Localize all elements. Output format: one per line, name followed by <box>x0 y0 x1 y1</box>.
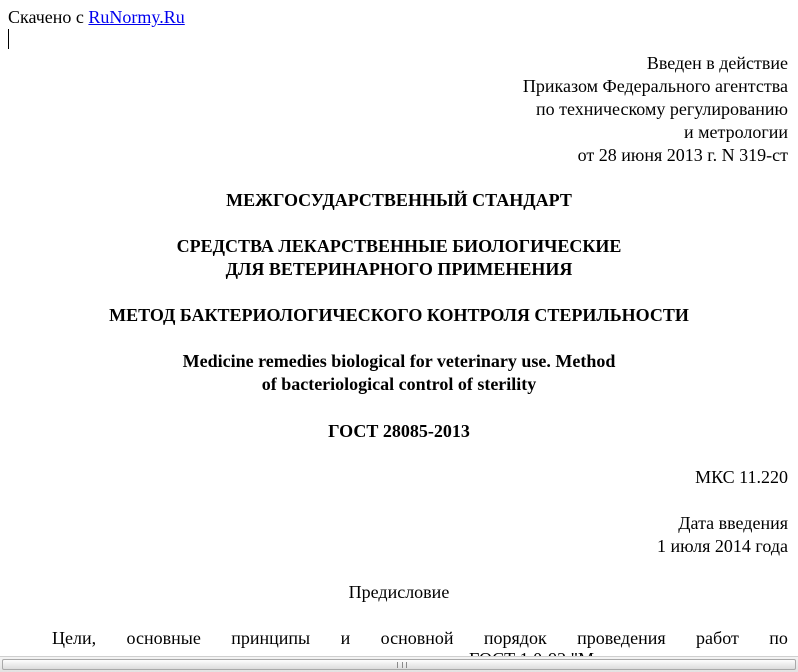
scrollbar-thumb[interactable] <box>2 659 796 670</box>
foreword-word: по <box>769 628 788 648</box>
interstate-standard-title: МЕЖГОСУДАРСТВЕННЫЙ СТАНДАРТ <box>226 190 572 210</box>
horizontal-scrollbar[interactable] <box>0 656 798 672</box>
enactment-line-2: Приказом Федерального агентства <box>522 76 788 96</box>
foreword-heading: Предисловие <box>348 582 450 602</box>
subject-title-line-2: ДЛЯ ВЕТЕРИНАРНОГО ПРИМЕНЕНИЯ <box>225 259 573 279</box>
foreword-word: и <box>340 628 351 648</box>
foreword-word: Цели, <box>52 628 97 648</box>
source-link[interactable]: RuNormy.Ru <box>88 7 185 27</box>
download-source-prefix: Скачено с <box>8 7 84 27</box>
english-title-line-1: Medicine remedies biological for veterinary use. Method <box>182 351 616 371</box>
enactment-line-3: по техническому регулированию <box>535 99 788 119</box>
intro-date-value: 1 июля 2014 года <box>657 536 788 556</box>
foreword-word: принципы <box>231 628 311 648</box>
foreword-word: основные <box>126 628 201 648</box>
enactment-line-5: от 28 июня 2013 г. N 319-ст <box>577 145 788 165</box>
gost-number: ГОСТ 28085-2013 <box>328 421 470 441</box>
english-title-line-2: of bacteriological control of sterility <box>261 374 537 394</box>
foreword-word: проведения <box>577 628 666 648</box>
intro-date-label: Дата введения <box>678 513 788 533</box>
download-source-line <box>8 8 185 26</box>
foreword-word: основной <box>380 628 454 648</box>
method-title: МЕТОД БАКТЕРИОЛОГИЧЕСКОГО КОНТРОЛЯ СТЕРИЛЬНОСТИ <box>109 305 689 325</box>
subject-title-line-1: СРЕДСТВА ЛЕКАРСТВЕННЫЕ БИОЛОГИЧЕСКИЕ <box>176 236 622 256</box>
grip-icon <box>397 662 407 668</box>
foreword-word: порядок <box>483 628 547 648</box>
text-caret <box>8 29 9 49</box>
foreword-word: работ <box>696 628 739 648</box>
mks-code: МКС 11.220 <box>695 467 788 487</box>
enactment-line-1: Введен в действие <box>646 53 788 73</box>
foreword-paragraph-line-1 <box>52 629 788 647</box>
enactment-line-4: и метрологии <box>684 122 788 142</box>
